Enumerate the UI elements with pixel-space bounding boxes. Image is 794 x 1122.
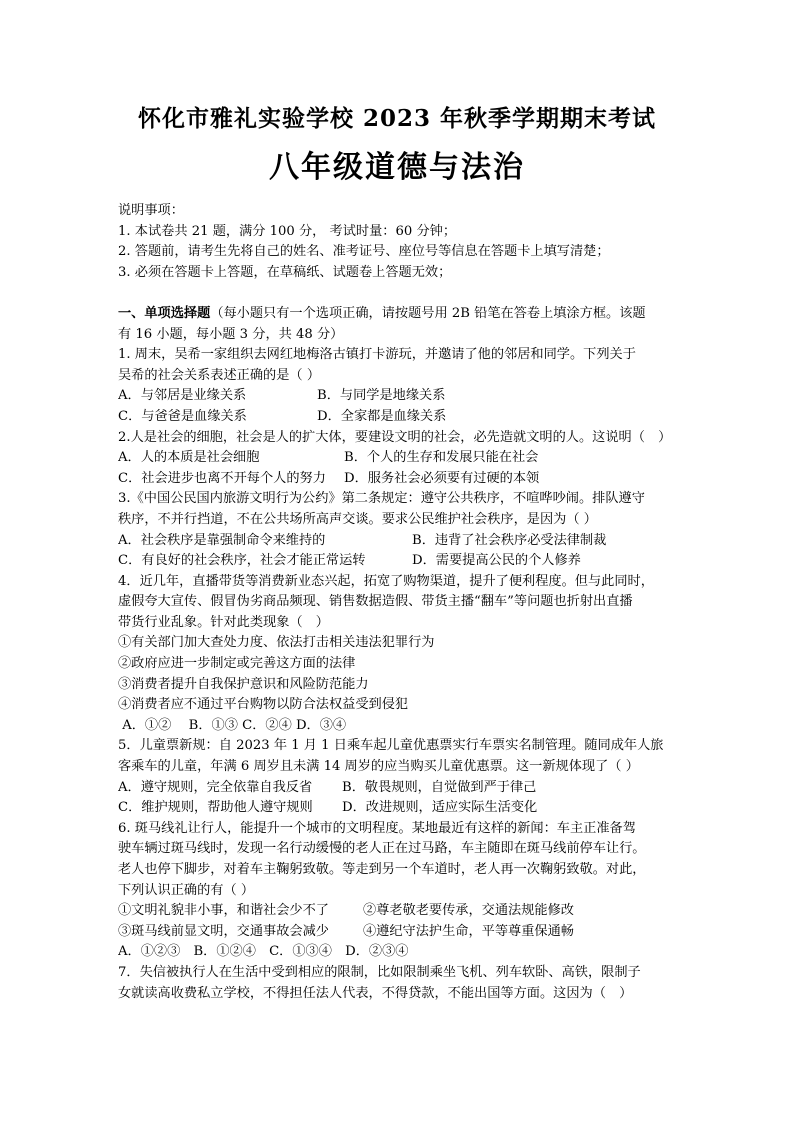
option-d: D．服务社会必须要有过硬的本领 <box>344 470 540 486</box>
question-stem: 驶车辆过斑马线时，发现一名行动缓慢的老人正在过马路，车主随即在斑马线前停车让行。 <box>118 841 646 857</box>
option-c: C．社会进步也离不开每个人的努力 <box>118 470 326 486</box>
subject-title: 八年级道德与法治 <box>269 150 525 185</box>
options-line: A．①② B．①③ C．②④ D．③④ <box>118 717 347 733</box>
question-stem: 吴希的社会关系表述正确的是（ ） <box>118 367 321 383</box>
option-row <box>118 531 688 552</box>
option-row <box>118 469 688 490</box>
statement-1: ①文明礼貌非小事，和谐社会少不了 <box>118 903 329 919</box>
option-a: A．人的本质是社会细胞 <box>118 450 260 466</box>
section-title: 一、单项选择题 <box>118 305 211 321</box>
section-desc: （每小题只有一个选项正确，请按题号用 2B 铅笔在答卷上填涂方框。该题 <box>210 305 646 321</box>
option-c: C．有良好的社会秩序，社会才能正常运转 <box>118 553 366 569</box>
option-c: C．与爸爸是血缘关系 <box>118 408 247 424</box>
option-d: D．改进规则，适应实际生活变化 <box>342 800 538 816</box>
option-a: A．遵守规则，完全依靠自我反省 <box>118 779 313 795</box>
statement-item: ①有关部门加大查处力度、依法打击相关违法犯罪行为 <box>118 635 435 651</box>
option-row <box>118 386 688 407</box>
question-stem: 4．近几年，直播带货等消费新业态兴起，拓宽了购物渠道，提升了便利程度。但与此同时， <box>118 573 654 589</box>
instructions-heading: 说明事项： <box>118 203 184 218</box>
option-d: D．需要提高公民的个人修养 <box>412 553 581 569</box>
question-stem: 1. 周末，吴希一家组织去网红地梅洛古镇打卡游玩，并邀请了他的邻居和同学。下列关于 <box>118 347 636 363</box>
option-row <box>118 551 688 572</box>
question-stem: 3.《中国公民国内旅游文明行为公约》第二条规定：遵守公共秩序，不喧哗吵闹。排队遵守 <box>118 491 645 507</box>
instruction-item: 3. 必须在答题卡上答题，在草稿纸、试题卷上答题无效； <box>118 264 452 280</box>
statement-item: ④消费者应不通过平台购物以防合法权益受到侵犯 <box>118 697 409 713</box>
option-c: C．维护规则，帮助他人遵守规则 <box>118 800 313 816</box>
question-stem: 虚假夸大宣传、假冒伪劣商品频现、销售数据造假、带货主播“翻车”等问题也折射出直播 <box>118 594 633 610</box>
question-stem: 7．失信被执行人在生活中受到相应的限制，比如限制乘坐飞机、列车软卧、高铁，限制子 <box>118 964 641 980</box>
statement-item: ②政府应进一步制定或完善这方面的法律 <box>118 656 356 672</box>
question-stem: 客乘车的儿童，年满 6 周岁且未满 14 周岁的应当购买儿童优惠票。这一新规体现了（ ） <box>118 759 639 775</box>
exam-body <box>118 201 688 1004</box>
option-d: D．全家都是血缘关系 <box>317 408 447 424</box>
question-stem: 6. 斑马线礼让行人，能提升一个城市的文明程度。某地最近有这样的新闻：车主正准备驾 <box>118 820 636 836</box>
option-a: A．与邻居是业缘关系 <box>118 388 247 404</box>
instruction-item: 2. 答题前，请考生先将自己的姓名、准考证号、座位号等信息在答题卡上填写清楚； <box>118 244 610 260</box>
section-desc-line: 有 16 小题，每小题 3 分，共 48 分） <box>118 326 344 342</box>
option-b: B．违背了社会秩序必受法律制裁 <box>412 532 607 548</box>
option-a: A．社会秩序是靠强制命令来维持的 <box>118 532 326 548</box>
question-stem: 下列认识正确的有（ ） <box>118 882 255 898</box>
option-row <box>118 778 688 799</box>
option-b: B．敬畏规则，自觉做到严于律己 <box>342 779 537 795</box>
question-stem: 女就读高收费私立学校，不得担任法人代表，不得贷款，不能出国等方面。这因为（ ） <box>118 985 633 1001</box>
option-b: B．与同学是地缘关系 <box>317 388 446 404</box>
option-b: B．个人的生存和发展只能在社会 <box>344 450 539 466</box>
statement-4: ④遵纪守法护生命，平等尊重保通畅 <box>363 923 574 939</box>
statement-row <box>118 901 688 922</box>
statement-2: ②尊老敬老要传承，交通法规能修改 <box>363 903 574 919</box>
question-stem: 2.人是社会的细胞，社会是人的扩大体，要建设文明的社会，必先造就文明的人。这说明（ ） <box>118 429 672 445</box>
statement-row <box>118 922 688 943</box>
section-heading <box>118 304 688 325</box>
instruction-item: 1. 本试卷共 21 题，满分 100 分， 考试时量：60 分钟； <box>118 223 457 239</box>
statement-item: ③消费者提升自我保护意识和风险防范能力 <box>118 676 369 692</box>
statement-3: ③斑马线前显文明，交通事故会减少 <box>118 923 329 939</box>
question-stem: 5．儿童票新规：自 2023 年 1 月 1 日乘车起儿童优惠票实行车票实名制管理。随同成年人旅 <box>118 738 664 754</box>
question-stem: 带货行业乱象。针对此类现象（ ） <box>118 614 329 630</box>
exam-title: 怀化市雅礼实验学校 2023 年秋季学期期末考试 <box>137 105 657 132</box>
option-row <box>118 407 688 428</box>
option-row <box>118 448 688 469</box>
question-stem: 秩序，不并行挡道，不在公共场所高声交谈。要求公民维护社会秩序，是因为（ ） <box>118 511 597 527</box>
option-row <box>118 798 688 819</box>
options-line: A．①②③ B．①②④ C．①③④ D．②③④ <box>118 944 409 960</box>
question-stem: 老人也停下脚步，对着车主鞠躬致敬。等走到另一个车道时，老人再一次鞠躬致敬。对此， <box>118 862 646 877</box>
